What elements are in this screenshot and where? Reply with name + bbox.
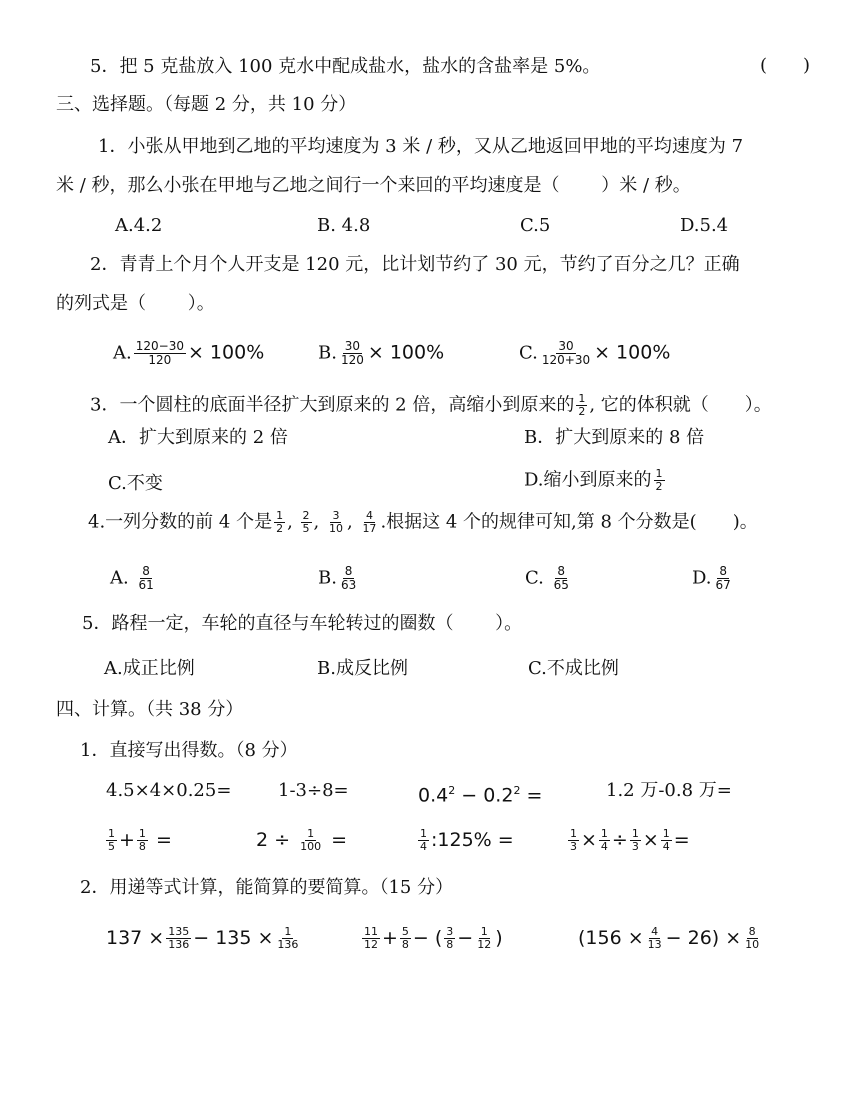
q1-option-a: A.4.2 [115, 215, 163, 236]
fraction: $\frac{8}{61}$ [138, 564, 154, 593]
q5-option-a: A.成正比例 [104, 658, 195, 679]
answer-paren: ( ) [760, 55, 811, 76]
q3-option-b: B．扩大到原来的 8 倍 [524, 427, 705, 448]
calc1-expr-8: $\frac{1}{3}$ × $\frac{1}{4}$ ÷ $\frac{1}{3}$ × $\frac{1}{4}$ = [570, 827, 690, 854]
q1-line1: 1．小张从甲地到乙地的平均速度为 3 米 / 秒，又从乙地返回甲地的平均速度为 7 [98, 136, 744, 157]
q5-option-b: B.成反比例 [317, 658, 408, 679]
calc2-expr-3: (156 × $\frac{4}{13}$ − 26) × $\frac{8}{10}$ [578, 925, 760, 952]
fraction: $\frac{4}{17}$ [362, 509, 377, 536]
q1-option-d: D.5.4 [680, 215, 729, 236]
tf-question-5: 5．把 5 克盐放入 100 克水中配成盐水，盐水的含盐率是 5%。 [90, 56, 601, 77]
fraction: $\frac{3}{10}$ [328, 509, 343, 536]
option-label: B. [318, 342, 337, 364]
calc1-expr-2: 1-3÷8= [278, 780, 349, 801]
calc2-expr-2: $\frac{11}{12}$ + $\frac{5}{8}$ − ( $\frac{3}{8}$ − $\frac{1}{12}$ ) [364, 925, 503, 952]
calc1-title: 1．直接写出得数。（8 分） [80, 740, 298, 761]
q3-option-c: C.不变 [108, 473, 163, 494]
option-label: A. [113, 342, 132, 364]
fraction: $\frac{1}{2}$ [578, 392, 586, 419]
q3-option-a: A．扩大到原来的 2 倍 [108, 427, 288, 448]
calc1-expr-3: $0.4^2 - 0.2^2$ = [418, 784, 543, 807]
q3-stem: 3．一个圆柱的底面半径扩大到原来的 2 倍，高缩小到原来的 $\frac{1}{2}$ , 它的体积就（ ）。 [90, 392, 772, 419]
fraction: $\frac{1}{2}$ [276, 509, 284, 536]
calc1-expr-1: 4.5×4×0.25= [106, 780, 232, 801]
calc1-expr-6: 2 ÷ $\frac{1}{100}$ = [256, 827, 348, 854]
option-label: C. [519, 342, 538, 364]
q2-option-c: C. $\frac{30}{120+30}$ × 100% [519, 339, 671, 368]
q4-option-a: A. $\frac{8}{61}$ [110, 564, 154, 593]
q2-line2: 的列式是（ ）。 [56, 293, 215, 314]
fraction: $\frac{8}{63}$ [340, 564, 357, 593]
q4-option-d: D. $\frac{8}{67}$ [692, 564, 731, 593]
calc1-expr-5: $\frac{1}{5}$ + $\frac{1}{8}$ = [108, 827, 172, 854]
section-title-choice: 三、选择题。（每题 2 分，共 10 分） [56, 94, 357, 115]
q5-stem: 5．路程一定，车轮的直径与车轮转过的圈数（ ）。 [82, 613, 523, 634]
calc1-expr-7: $\frac{1}{4}$ :125% = [420, 827, 514, 854]
fraction: $\frac{1}{2}$ [655, 467, 663, 494]
fraction: $\frac{30}{120}$ [340, 339, 364, 368]
calc2-expr-1: 137 × $\frac{135}{136}$ − 135 × $\frac{1}{136}$ [106, 925, 299, 952]
q2-line1: 2．青青上个月个人开支是 120 元，比计划节约了 30 元，节约了百分之几？正确 [90, 254, 740, 275]
calc1-expr-4: 1.2 万-0.8 万= [606, 780, 732, 801]
q1-option-b: B. 4.8 [317, 215, 371, 236]
fraction: $\frac{30}{120+30}$ [541, 339, 591, 368]
q2-option-a: A. $\frac{120-30}{120}$ × 100% [113, 339, 265, 368]
q2-option-b: B. $\frac{30}{120}$ × 100% [318, 339, 445, 368]
q1-line2: 米 / 秒，那么小张在甲地与乙地之间行一个来回的平均速度是（ ）米 / 秒。 [56, 175, 691, 196]
section-title-calc: 四、计算。（共 38 分） [56, 699, 244, 720]
q5-option-c: C.不成比例 [528, 658, 619, 679]
calc2-title: 2．用递等式计算，能简算的要简算。（15 分） [80, 877, 454, 898]
q1-option-c: C.5 [520, 215, 551, 236]
fraction: $\frac{8}{65}$ [553, 564, 569, 593]
fraction: $\frac{2}{5}$ [302, 509, 310, 536]
q4-stem: 4.一列分数的前 4 个是 $\frac{1}{2}$ , $\frac{2}{5}$ , $\frac{3}{10}$ , $\frac{4}{17}$ .根据这 4 个的规律可知,第 8 个分数是( )。 [88, 509, 758, 536]
q3-option-d: D.缩小到原来的 $\frac{1}{2}$ [524, 467, 663, 494]
fraction: $\frac{120-30}{120}$ [135, 339, 184, 368]
q4-option-c: C. $\frac{8}{65}$ [525, 564, 569, 593]
fraction: $\frac{8}{67}$ [715, 564, 731, 593]
q4-option-b: B. $\frac{8}{63}$ [318, 564, 357, 593]
